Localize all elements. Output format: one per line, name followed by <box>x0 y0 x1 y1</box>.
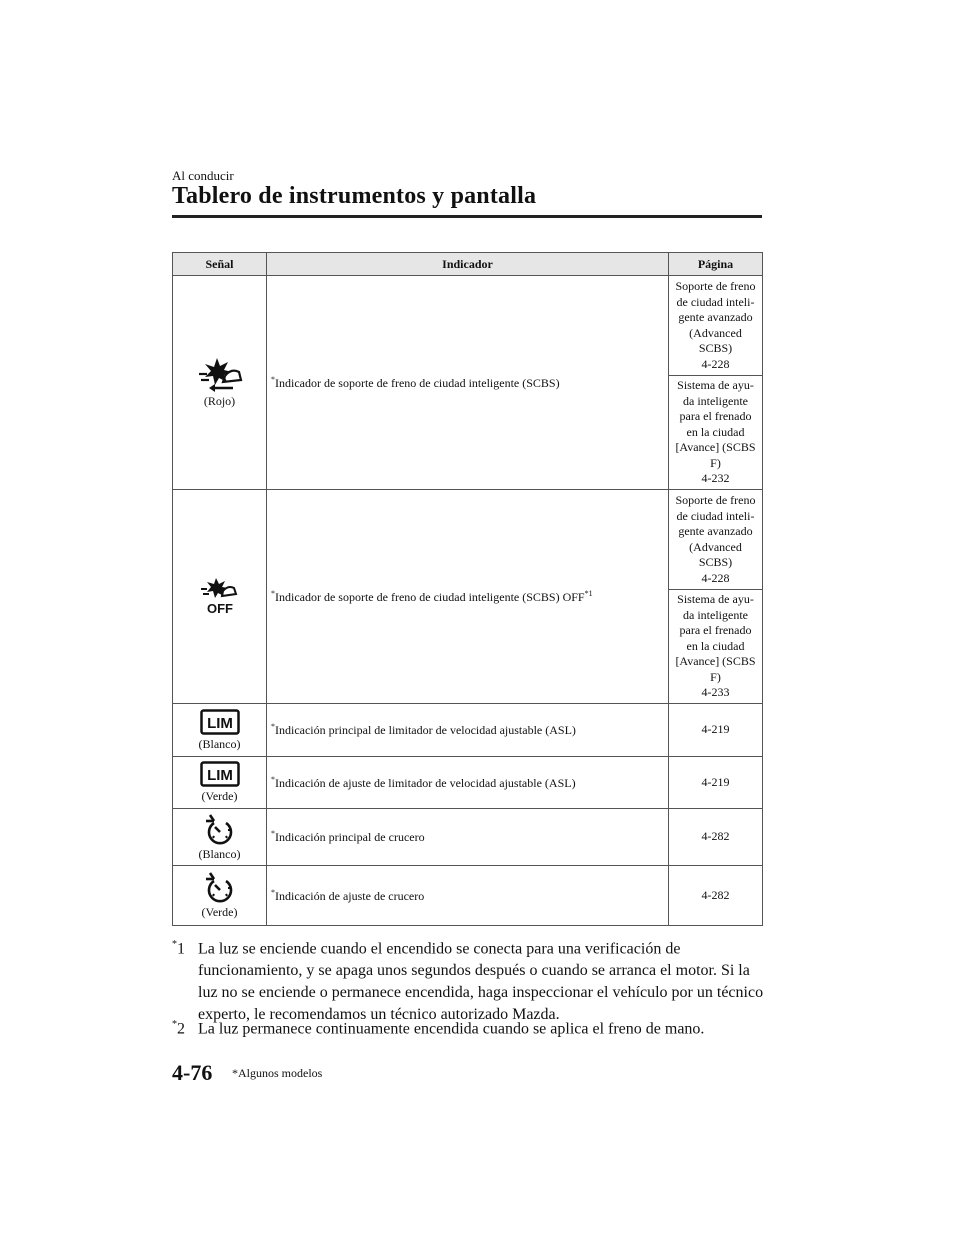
page-line: de ciudad inteli- <box>676 294 755 309</box>
sign-cell <box>173 757 267 809</box>
table-header-row <box>173 253 763 276</box>
table-row <box>173 866 763 926</box>
page-line: (Advanced <box>689 539 742 554</box>
page-ref: 4-228 <box>701 570 730 585</box>
title-rule <box>172 215 762 218</box>
page-line: (Advanced <box>689 325 742 340</box>
sign-cell <box>173 704 267 757</box>
page-line: en la ciudad <box>686 424 745 439</box>
page-cell <box>669 376 763 490</box>
sign-label: (Verde) <box>201 789 238 803</box>
page-ref: 4-282 <box>701 829 730 844</box>
page-ref: 4-219 <box>701 774 730 789</box>
footnote-line: La luz se enciende cuando el encendido se conecta para una verificación de <box>198 940 681 958</box>
page-line: SCBS) <box>698 555 733 569</box>
indicator-text: Indicador de soporte de freno de ciudad inteligente (SCBS) <box>275 375 560 390</box>
indicator-cell <box>267 276 669 490</box>
table-row <box>173 704 763 757</box>
indicator-cell <box>267 704 669 757</box>
page-ref: 4-228 <box>701 356 730 371</box>
header-page: Página <box>669 253 763 276</box>
footnote-mark: * <box>271 829 275 838</box>
page-line: da inteligente <box>683 607 748 622</box>
table-row <box>173 490 763 590</box>
sign-label: (Rojo) <box>203 394 236 408</box>
section-label: Al conducir <box>172 168 234 183</box>
page-line: SCBS) <box>698 341 733 355</box>
svg-text:LIM: LIM <box>206 714 233 732</box>
page-cell <box>669 866 763 926</box>
footnote-mark: * <box>271 374 275 384</box>
footnote-line: luz no se enciende o permanece encendida, haga inspeccionar el vehículo por un técnico <box>198 984 764 1002</box>
page-line: Sistema de ayu- <box>677 378 754 393</box>
page-cell <box>669 704 763 757</box>
footnote-star: * <box>172 939 177 950</box>
page-line: gente avanzado <box>678 524 753 538</box>
page-line: Soporte de freno <box>675 279 756 293</box>
page-ref: 4-233 <box>701 685 730 700</box>
sign-label: (Verde) <box>201 905 238 919</box>
signals-table <box>172 252 763 926</box>
page-ref: 4-232 <box>701 471 730 486</box>
table-row <box>173 757 763 809</box>
scbs-warning-icon <box>195 356 245 392</box>
page-ref: 4-219 <box>701 722 730 737</box>
off-text: OFF <box>206 600 233 616</box>
page-title: Tablero de instrumentos y pantalla <box>172 183 537 209</box>
footnote-line: La luz permanece continuamente encendida cuando se aplica el freno de mano. <box>198 1020 705 1038</box>
sign-label: (Blanco) <box>198 846 241 861</box>
page-line: Sistema de ayu- <box>677 592 754 607</box>
sign-cell <box>173 866 267 926</box>
page-line: F) <box>710 455 721 470</box>
page-line: para el frenado <box>679 623 752 638</box>
footnote-mark: * <box>271 722 275 731</box>
page-number: 4-76 <box>172 1060 213 1085</box>
indicator-text: Indicación principal de limitador de velocidad ajustable (ASL) <box>275 723 576 737</box>
footnote-line: experto, le recomendamos un técnico autorizado Mazda. <box>198 1006 560 1024</box>
scbs-off-icon <box>198 576 242 616</box>
models-note: *Algunos modelos <box>232 1066 323 1080</box>
header-indicator: Indicador <box>267 253 669 276</box>
sign-label: (Blanco) <box>198 736 241 751</box>
cruise-icon <box>204 813 236 845</box>
page-line: [Avance] (SCBS <box>675 440 756 455</box>
footnote-2 <box>172 1014 772 1040</box>
footnote-number: 1 <box>177 940 185 958</box>
table-row <box>173 809 763 866</box>
sign-cell <box>173 490 267 704</box>
page-line: [Avance] (SCBS <box>675 654 756 669</box>
footnote-mark: * <box>271 887 275 897</box>
page-cell <box>669 276 763 376</box>
sign-cell <box>173 809 267 866</box>
indicator-cell <box>267 866 669 926</box>
page-line: gente avanzado <box>678 310 753 324</box>
footnote-line: funcionamiento, y se apaga unos segundos después o cuando se arranca el motor. Si la <box>198 962 750 980</box>
indicator-text: Indicación principal de crucero <box>275 830 425 844</box>
footnote-1 <box>172 934 772 1026</box>
page-line: F) <box>710 669 721 684</box>
page-line: de ciudad inteli- <box>676 508 755 523</box>
page-cell <box>669 490 763 590</box>
indicator-cell <box>267 757 669 809</box>
indicator-cell <box>267 490 669 704</box>
page-cell <box>669 809 763 866</box>
footnote-ref: *1 <box>584 588 593 598</box>
footnote-number: 2 <box>177 1020 185 1038</box>
footnote-star: * <box>172 1019 177 1030</box>
header-sign: Señal <box>173 253 267 276</box>
indicator-text: Indicación de ajuste de limitador de velocidad ajustable (ASL) <box>275 775 576 790</box>
sign-cell <box>173 276 267 490</box>
lim-icon <box>200 709 240 735</box>
page-ref: 4-282 <box>701 887 730 902</box>
page-line: Soporte de freno <box>675 493 756 507</box>
svg-text:LIM: LIM <box>206 767 233 784</box>
indicator-text: Indicación de ajuste de crucero <box>275 888 425 903</box>
footnote-mark: * <box>271 588 275 598</box>
table-row <box>173 276 763 376</box>
page-cell <box>669 757 763 809</box>
page-line: da inteligente <box>683 393 748 408</box>
indicator-text: Indicador de soporte de freno de ciudad inteligente (SCBS) OFF <box>275 589 585 604</box>
page-line: en la ciudad <box>686 638 745 653</box>
page-cell <box>669 590 763 704</box>
indicator-cell <box>267 809 669 866</box>
lim-icon <box>200 761 240 787</box>
cruise-icon <box>204 871 236 903</box>
footnote-mark: * <box>271 774 275 784</box>
page-line: para el frenado <box>679 409 752 424</box>
